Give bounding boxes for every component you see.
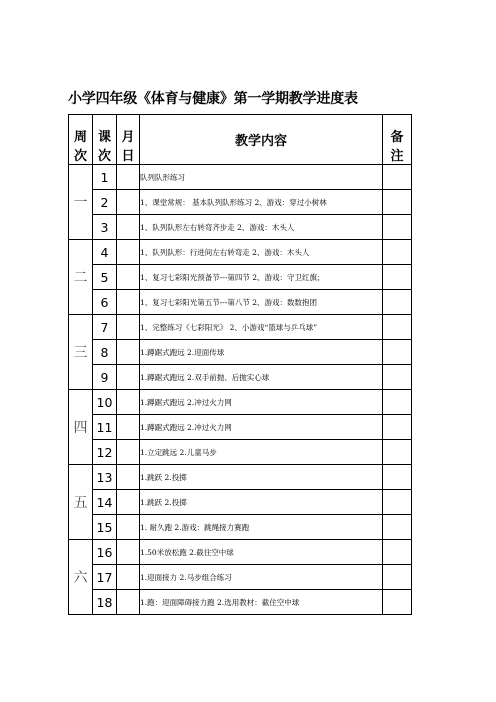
header-row [69,115,412,165]
table-row [69,490,412,515]
content-cell: 1.迎面接力 2.马步组合练习 [140,565,383,590]
month-cell [117,215,140,240]
table-row [69,290,412,315]
content-cell: 1.50米放松跑 2.截住空中球 [140,540,383,565]
month-cell [117,440,140,465]
header-note: 备 注 [383,115,412,165]
table-row [69,465,412,490]
lesson-cell: 6 [93,290,117,315]
note-cell [383,265,412,290]
table-row [69,590,412,615]
content-cell: 1、队列队形左右转弯齐步走 2、游戏：木头人 [140,215,383,240]
note-cell [383,490,412,515]
week-cell: 一 [69,165,93,240]
week-cell: 六 [69,540,93,615]
note-cell [383,565,412,590]
lesson-cell: 12 [93,440,117,465]
table-row [69,540,412,565]
month-cell [117,315,140,340]
month-cell [117,465,140,490]
note-cell [383,240,412,265]
table-row [69,315,412,340]
lesson-cell: 14 [93,490,117,515]
note-cell [383,415,412,440]
table-row [69,365,412,390]
month-cell [117,265,140,290]
table-row [69,340,412,365]
week-cell: 三 [69,315,93,390]
week-cell: 五 [69,465,93,540]
header-month: 月 日 [117,115,140,165]
content-cell: 1、复习七彩阳光预备节---第四节 2、游戏：守卫红旗； [140,265,383,290]
lesson-cell: 2 [93,190,117,215]
lesson-cell: 17 [93,565,117,590]
lesson-cell: 3 [93,215,117,240]
content-cell: 1.蹲踞式跑远 2.迎面传球 [140,340,383,365]
lesson-cell: 13 [93,465,117,490]
page-title: 小学四年级《体育与健康》第一学期教学进度表 [68,91,358,107]
month-cell [117,490,140,515]
table-row [69,190,412,215]
schedule-table [68,114,412,615]
month-cell [117,365,140,390]
lesson-cell: 15 [93,515,117,540]
header-lesson: 课 次 [93,115,117,165]
month-cell [117,515,140,540]
note-cell [383,365,412,390]
lesson-cell: 9 [93,365,117,390]
note-cell [383,340,412,365]
table-row [69,565,412,590]
week-cell: 二 [69,240,93,315]
month-cell [117,240,140,265]
month-cell [117,340,140,365]
content-cell: 1.立定跳远 2.儿童马步 [140,440,383,465]
content-cell: 1.跑：迎面障碍接力跑 2.选用教材：截住空中球 [140,590,383,615]
header-week: 周 次 [69,115,93,165]
note-cell [383,315,412,340]
content-cell: 1.跳跃 2.投掷 [140,465,383,490]
month-cell [117,165,140,190]
lesson-cell: 7 [93,315,117,340]
lesson-cell: 8 [93,340,117,365]
month-cell [117,290,140,315]
note-cell [383,190,412,215]
note-cell [383,165,412,190]
note-cell [383,540,412,565]
content-cell: 队列队形练习 [140,165,383,190]
note-cell [383,515,412,540]
header-content: 教学内容 [140,115,383,165]
table-row [69,265,412,290]
lesson-cell: 16 [93,540,117,565]
note-cell [383,215,412,240]
lesson-cell: 11 [93,415,117,440]
note-cell [383,465,412,490]
month-cell [117,390,140,415]
month-cell [117,415,140,440]
note-cell [383,440,412,465]
content-cell: 1、完整练习《七彩阳光》 2、小游戏“篮球与乒乓球” [140,315,383,340]
table-row [69,240,412,265]
content-cell: 1.跳跃 2.投掷 [140,490,383,515]
content-cell: 1、课堂常规： 基本队列队形练习 2、游戏：穿过小树林 [140,190,383,215]
content-cell: 1、队列队形：行进间左右转弯走 2、游戏：木头人 [140,240,383,265]
content-cell: 1.蹲踞式跑远 2.冲过火力网 [140,415,383,440]
note-cell [383,390,412,415]
lesson-cell: 18 [93,590,117,615]
table-row [69,415,412,440]
month-cell [117,565,140,590]
table-row [69,215,412,240]
month-cell [117,190,140,215]
content-cell: 1.蹲踞式跑远 2.双手前抛、后抛实心球 [140,365,383,390]
content-cell: 1.蹲踞式跑远 2.冲过火力网 [140,390,383,415]
content-cell: 1. 耐久跑 2.游戏：跳绳接力赛跑 [140,515,383,540]
table-row [69,165,412,190]
note-cell [383,590,412,615]
table-row [69,440,412,465]
week-cell: 四 [69,390,93,465]
table-row [69,515,412,540]
lesson-cell: 5 [93,265,117,290]
note-cell [383,290,412,315]
table-row [69,390,412,415]
month-cell [117,540,140,565]
month-cell [117,590,140,615]
lesson-cell: 1 [93,165,117,190]
content-cell: 1、复习七彩阳光第五节---第八节 2、游戏：数数抱团 [140,290,383,315]
lesson-cell: 4 [93,240,117,265]
lesson-cell: 10 [93,390,117,415]
